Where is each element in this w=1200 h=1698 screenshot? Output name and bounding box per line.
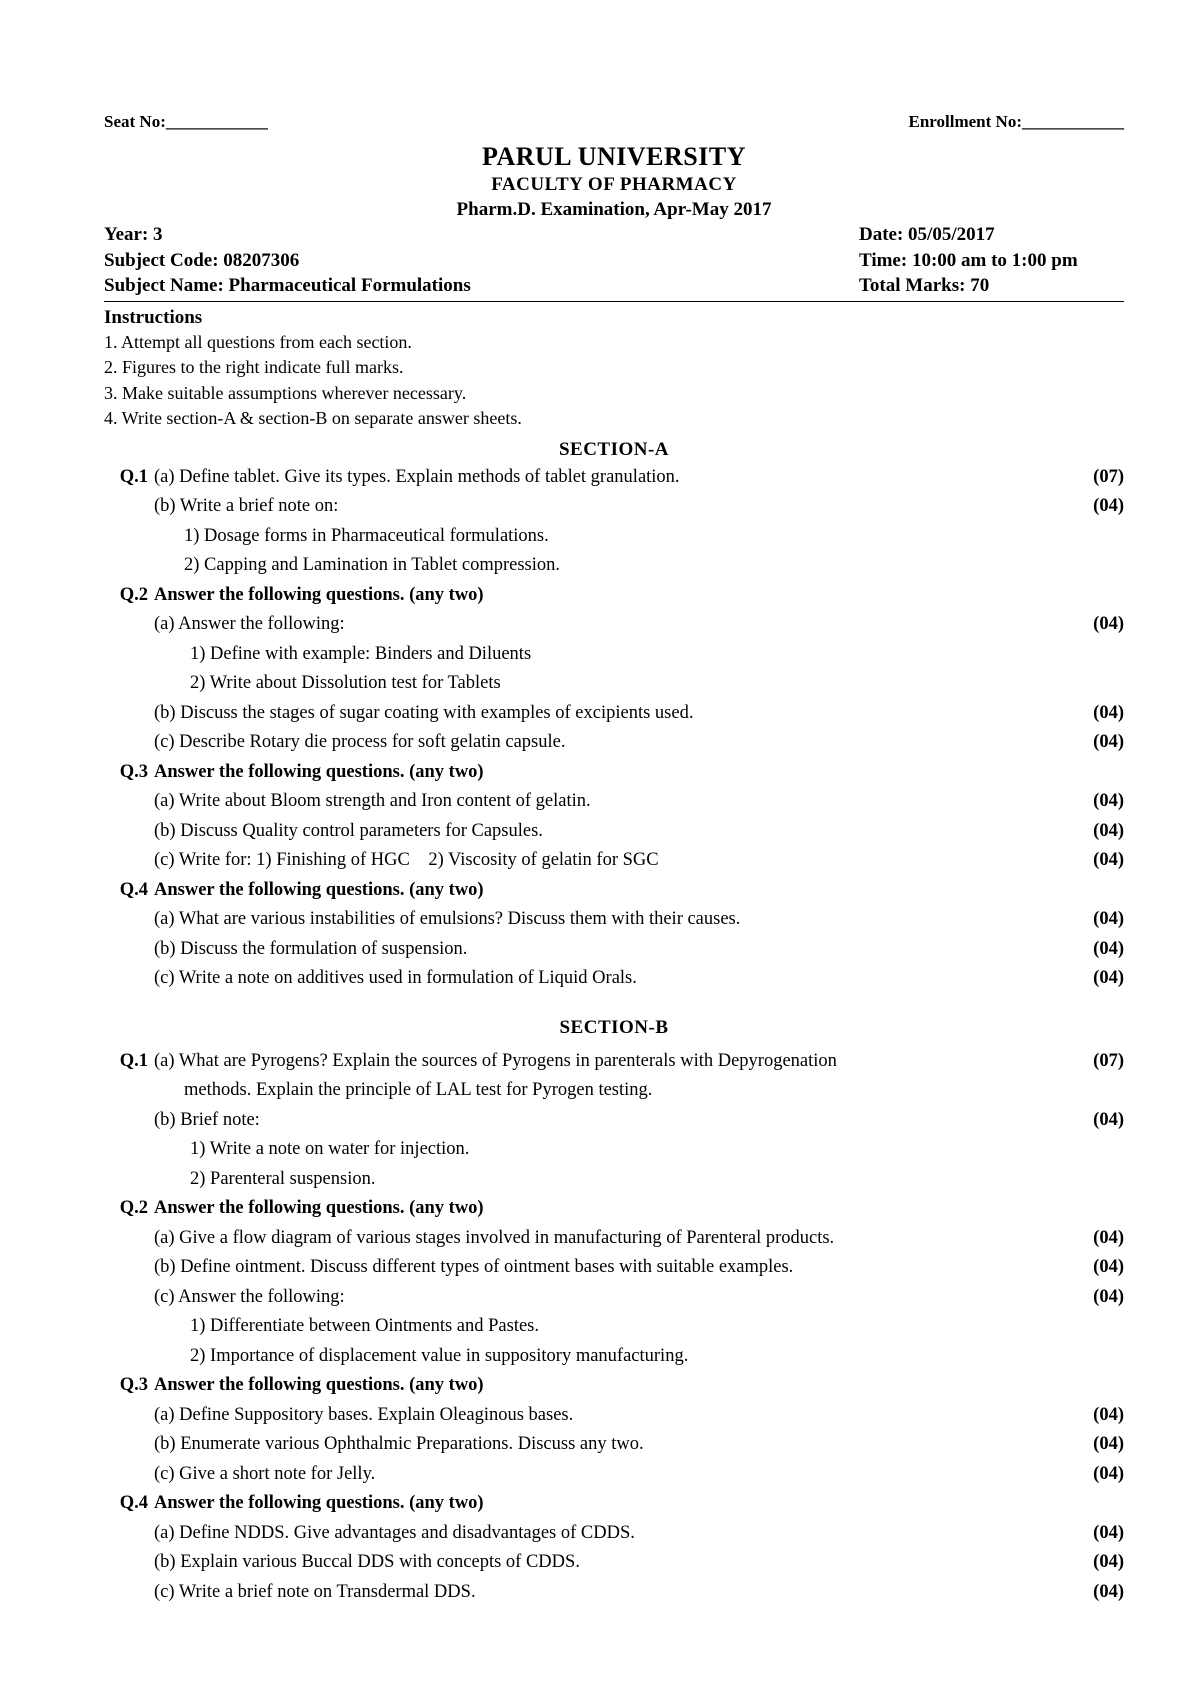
total-marks: Total Marks: 70 [859, 275, 990, 296]
subject-name: Subject Name: Pharmaceutical Formulations [104, 275, 471, 296]
question-number: Q.3 [119, 761, 148, 782]
question-number: Q.2 [119, 584, 148, 605]
question-row [154, 728, 1124, 758]
question-row [154, 787, 1124, 817]
marks: (04) [1093, 496, 1124, 516]
question-heading: Answer the following questions. (any two) [154, 584, 484, 605]
sub-question-row [190, 1342, 1124, 1372]
sub-question-text: 2) Parenteral suspension. [190, 1168, 376, 1189]
marks: (04) [1093, 614, 1124, 634]
question-number: Q.1 [119, 1050, 148, 1071]
question-row [154, 1401, 1124, 1431]
question-text: (c) Describe Rotary die process for soft gelatin capsule. [154, 732, 566, 752]
marks: (07) [1093, 466, 1124, 487]
question-row [154, 1430, 1124, 1460]
question-text: (a) What are Pyrogens? Explain the sources of Pyrogens in parenterals with Depyrogenation [154, 1050, 837, 1071]
marks: (04) [1093, 732, 1124, 752]
question-row [104, 463, 1124, 493]
question-heading: Answer the following questions. (any two) [154, 879, 484, 900]
time: Time: 10:00 am to 1:00 pm [859, 249, 1078, 271]
marks: (04) [1093, 938, 1124, 959]
sub-question-text: 2) Importance of displacement value in suppository manufacturing. [190, 1345, 689, 1366]
marks: (04) [1093, 850, 1124, 870]
question-text: (a) Define NDDS. Give advantages and disadvantages of CDDS. [154, 1522, 635, 1543]
meta-row-1 [104, 222, 1124, 248]
marks: (04) [1093, 1109, 1124, 1130]
question-row [104, 1371, 1124, 1401]
marks: (04) [1093, 1552, 1124, 1572]
question-row [154, 935, 1124, 965]
question-text: (b) Enumerate various Ophthalmic Preparations. Discuss any two. [154, 1434, 644, 1454]
section-b-title: SECTION-B [559, 1016, 669, 1038]
marks: (04) [1093, 909, 1124, 929]
question-text: (b) Write a brief note on: [154, 496, 339, 516]
question-text: (c) Write a note on additives used in formulation of Liquid Orals. [154, 968, 637, 988]
seat-no-label: Seat No:____________ [104, 112, 268, 131]
question-continuation-row [184, 1076, 1124, 1106]
marks: (04) [1093, 791, 1124, 811]
sub-question-text: 1) Define with example: Binders and Diluents [190, 643, 532, 664]
question-number: Q.4 [119, 1493, 148, 1513]
question-row [154, 1253, 1124, 1283]
marks: (04) [1093, 702, 1124, 723]
question-number: Q.3 [119, 1375, 148, 1395]
enrollment-no-label: Enrollment No:____________ [908, 112, 1124, 131]
seat-enrollment-row [104, 112, 1124, 138]
question-text: (b) Discuss Quality control parameters for Capsules. [154, 820, 543, 841]
marks: (04) [1093, 820, 1124, 841]
question-text: (c) Answer the following: [154, 1286, 345, 1307]
marks: (04) [1093, 1581, 1124, 1602]
question-heading: Answer the following questions. (any two) [154, 1375, 484, 1395]
question-text: (c) Write for: 1) Finishing of HGC 2) Viscosity of gelatin for SGC [154, 850, 659, 870]
sub-question-text: 1) Dosage forms in Pharmaceutical formulations. [184, 525, 549, 546]
sub-question-row [184, 522, 1124, 552]
question-row [154, 610, 1124, 640]
sub-question-row [184, 551, 1124, 581]
header-divider [104, 301, 1124, 302]
sub-question-row [190, 640, 1124, 670]
question-row [154, 905, 1124, 935]
question-row [154, 1519, 1124, 1549]
marks: (04) [1093, 1522, 1124, 1543]
marks: (07) [1093, 1050, 1124, 1071]
sub-question-row [190, 1312, 1124, 1342]
sub-question-text: 1) Differentiate between Ointments and Pastes. [190, 1316, 539, 1336]
question-number: Q.1 [119, 466, 148, 487]
question-row [104, 581, 1124, 611]
question-row [104, 1194, 1124, 1224]
sub-question-text: 1) Write a note on water for injection. [190, 1139, 470, 1159]
year: Year: 3 [104, 224, 163, 245]
section-a-title: SECTION-A [558, 438, 670, 460]
question-number: Q.4 [119, 879, 148, 900]
sub-question-row [190, 1135, 1124, 1165]
question-row [154, 492, 1124, 522]
question-text: (a) What are various instabilities of emulsions? Discuss them with their causes. [154, 909, 741, 929]
faculty-name: FACULTY OF PHARMACY [491, 174, 737, 195]
meta-row-2 [104, 248, 1124, 274]
question-row [154, 1460, 1124, 1490]
university-name: PARUL UNIVERSITY [482, 142, 746, 171]
question-heading: Answer the following questions. (any two) [154, 1493, 484, 1513]
question-row [104, 1047, 1124, 1077]
marks: (04) [1093, 1257, 1124, 1277]
sub-question-row [190, 1165, 1124, 1195]
question-text: (c) Give a short note for Jelly. [154, 1463, 376, 1484]
question-row [154, 1106, 1124, 1136]
question-row [154, 1224, 1124, 1254]
instruction-item: 1. Attempt all questions from each section. [104, 331, 412, 352]
question-text: (a) Give a flow diagram of various stages involved in manufacturing of Parenteral products. [154, 1227, 835, 1248]
question-text: (b) Explain various Buccal DDS with concepts of CDDS. [154, 1552, 580, 1572]
instructions-title: Instructions [104, 306, 203, 328]
question-text: (a) Define Suppository bases. Explain Oleaginous bases. [154, 1404, 574, 1425]
subject-code: Subject Code: 08207306 [104, 249, 300, 271]
exam-paper [104, 112, 1124, 1607]
question-row [104, 1489, 1124, 1519]
question-row [154, 846, 1124, 876]
question-text: (c) Write a brief note on Transdermal DDS. [154, 1581, 476, 1602]
marks: (04) [1093, 968, 1124, 988]
question-row [154, 1283, 1124, 1313]
date: Date: 05/05/2017 [859, 224, 995, 245]
question-row [154, 1578, 1124, 1608]
question-row [154, 817, 1124, 847]
question-text: (b) Define ointment. Discuss different types of ointment bases with suitable examples. [154, 1257, 794, 1277]
question-text-continued: methods. Explain the principle of LAL test for Pyrogen testing. [184, 1080, 653, 1100]
question-row [104, 876, 1124, 906]
instruction-item: 4. Write section-A & section-B on separate answer sheets. [104, 408, 522, 428]
instruction-item: 2. Figures to the right indicate full marks. [104, 357, 404, 377]
sub-question-text: 2) Write about Dissolution test for Tablets [190, 673, 501, 693]
sub-question-row [190, 669, 1124, 699]
marks: (04) [1093, 1404, 1124, 1425]
question-text: (b) Discuss the formulation of suspension. [154, 938, 468, 959]
question-text: (a) Define tablet. Give its types. Explain methods of tablet granulation. [154, 466, 680, 487]
marks: (04) [1093, 1463, 1124, 1484]
instruction-item: 3. Make suitable assumptions wherever necessary. [104, 382, 467, 403]
marks: (04) [1093, 1286, 1124, 1307]
question-text: (a) Answer the following: [154, 614, 345, 634]
meta-row-3 [104, 273, 1124, 299]
sub-question-text: 2) Capping and Lamination in Tablet compression. [184, 555, 560, 575]
question-row [154, 1548, 1124, 1578]
question-row [154, 964, 1124, 994]
marks: (04) [1093, 1434, 1124, 1454]
question-number: Q.2 [119, 1198, 148, 1218]
exam-title: Pharm.D. Examination, Apr-May 2017 [456, 199, 772, 220]
marks: (04) [1093, 1227, 1124, 1248]
question-row [104, 758, 1124, 788]
question-text: (a) Write about Bloom strength and Iron content of gelatin. [154, 791, 591, 811]
question-row [154, 699, 1124, 729]
question-text: (b) Discuss the stages of sugar coating with examples of excipients used. [154, 702, 694, 723]
question-heading: Answer the following questions. (any two) [154, 761, 484, 782]
question-heading: Answer the following questions. (any two) [154, 1198, 484, 1218]
question-text: (b) Brief note: [154, 1109, 260, 1130]
